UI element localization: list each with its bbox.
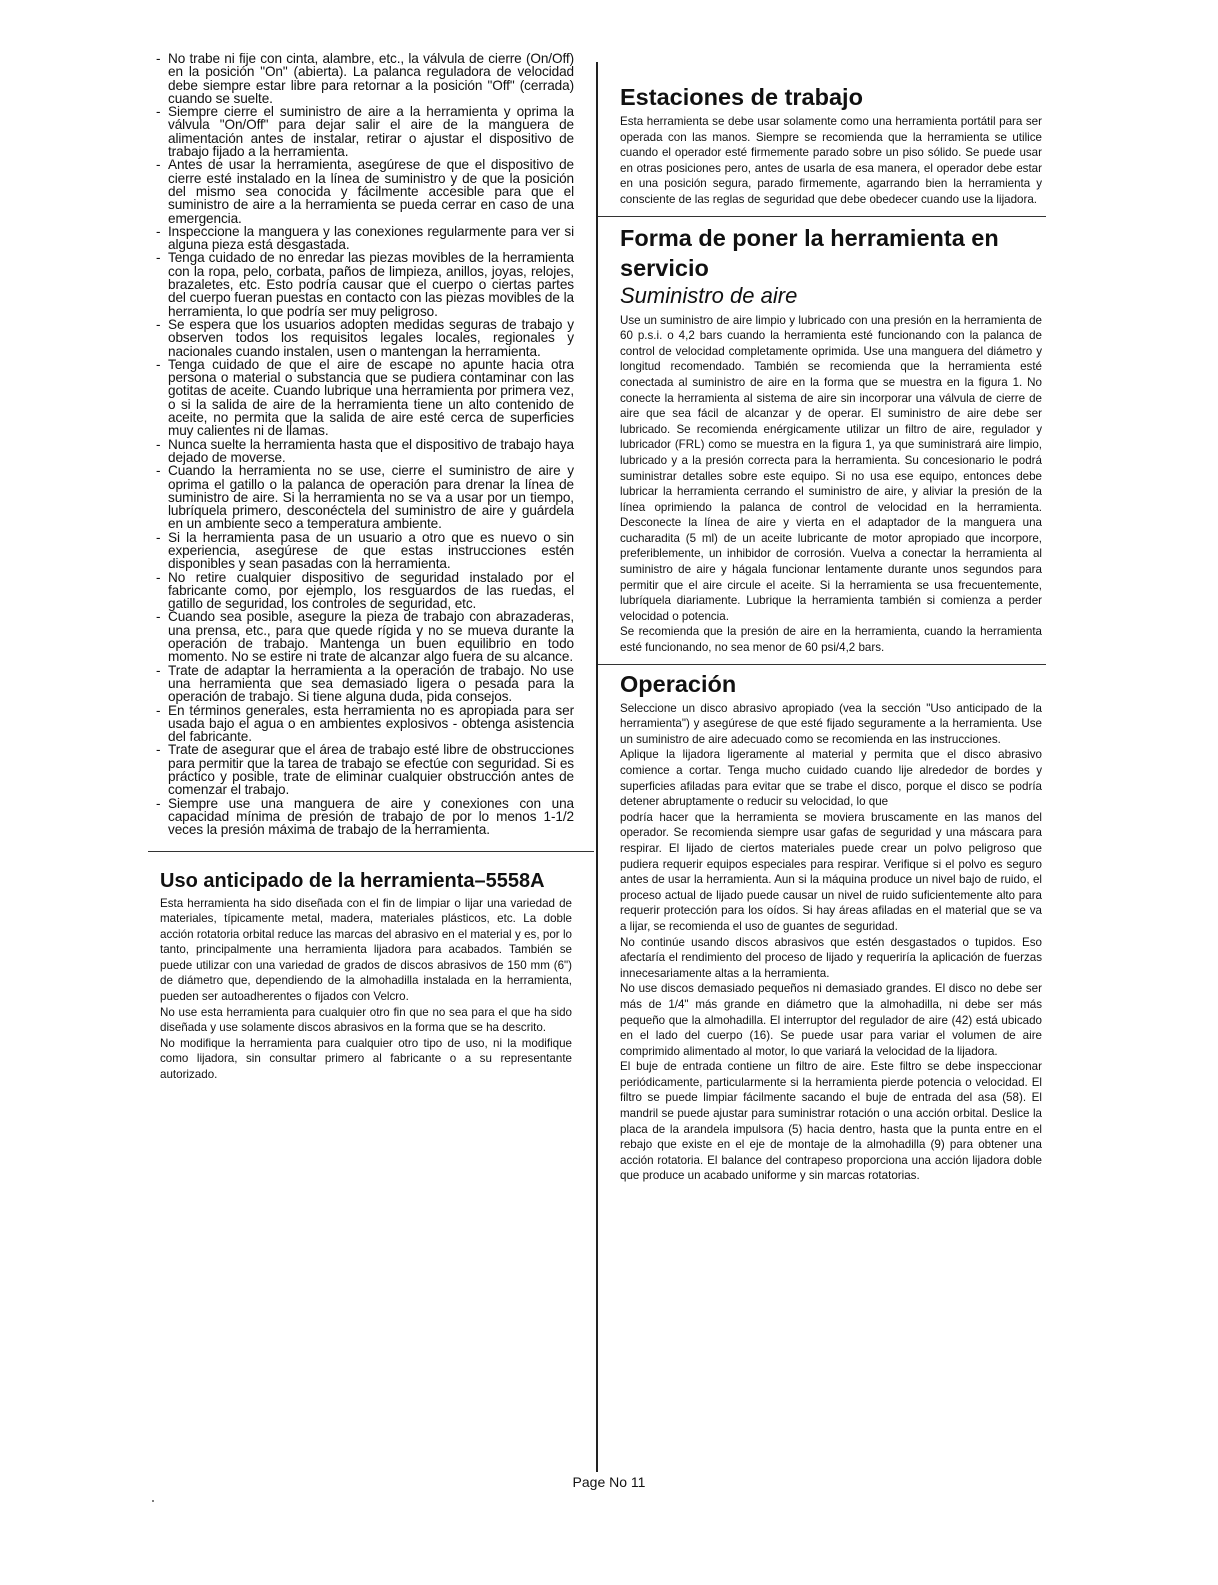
air-supply-paragraph: Use un suministro de aire limpio y lubricado con una presión en la herramienta de 60 p.s.i. o 4,2 bars cuando la herramienta esté funcionando con la palanca de control de velocidad completamente oprimida. Use una manguera del diámetro y longitud recomendado. También se recomienda que la herramienta esté conectada al suministro de aire en la forma que se muestra en la figura 1. No conecte la herramienta al sistema de aire sin incorporar una válvula de cierre de aire que sea fácil de alcanzar y de operar. El suministro de aire debe ser lubricado. Se recomienda enérgicamente utilizar un filtro de aire, regulador y lubricador (FRL) como se muestra en la figura 1, ya que suministrará aire limpio, lubricado y a la presión correcta para la herramienta. Su concesionario le podrá suministrar detalles sobre este equipo. Si no usa ese equipo, entonces debe lubricar la herramienta cerrando el suministro de aire, y aliviar la presión de la línea oprimiendo la palanca de control de velocidad en la herramienta. Desconecte la línea de aire y vierta en el adaptador de la manguera una cucharadita (5 ml) de un aceite lubricante de motor apropiado que incorpore, preferiblemente, un inhibidor de corrosión. Vuelva a conectar la herramienta al suministro de aire y hágala funcionar lentamente durante unos segundos para permitir que el aire circule el aceite. Si la herramienta se usa frecuentemente, lubríquela diariamente. Lubrique la herramienta también si comienza a perder velocidad o potencia. — [620, 313, 1042, 623]
operation-paragraph: El buje de entrada contiene un filtro de aire. Este filtro se debe inspeccionar periódicamente, particularmente si la herramienta pierde potencia o velocidad. El filtro se puede limpiar fácilmente sacando el buje de entrada del asa (58). El mandril se puede ajustar para suministrar rotación o una acción orbital. Deslice la placa de la arandela impulsora (5) hacia dentro, hasta que la punta entre en el rebajo que existe en el eje de montaje de la almohadilla (9) para obtener una acción rotatoria. El balance del contrapeso proporciona una acción lijadora doble que produce un acabado uniforme y sin marcas rotatorias. — [620, 1060, 1042, 1183]
safety-item: - Inspeccione la manguera y las conexiones regularmente para ver si alguna pieza está desgastada. — [150, 225, 574, 252]
safety-item: - Trate de adaptar la herramienta a la operación de trabajo. No use una herramienta que sea demasiado ligera o pesada para la operación de trabajo. Si tiene alguna duda, pida consejos. — [150, 664, 574, 704]
air-supply-subheading: Suministro de aire — [620, 282, 798, 308]
column-divider — [596, 62, 598, 1472]
air-supply-paragraph: Se recomienda que la presión de aire en la herramienta, cuando la herramienta esté funcionando, no sea menor de 60 psi/4,2 bars. — [620, 625, 1042, 655]
safety-item: - En términos generales, esta herramienta no es apropiada para ser usada bajo el agua o en ambientes explosivos - obtenga asistencia del fabricante. — [150, 704, 574, 744]
safety-item: - Se espera que los usuarios adopten medidas seguras de trabajo y observen todos los requisitos legales locales, regionales y nacionales cuando instalen, usen o mantengan la herramienta. — [150, 318, 574, 358]
intended-use-heading: Uso anticipado de la herramienta–5558A — [160, 869, 545, 892]
operation-paragraph: Aplique la lijadora ligeramente al material y permita que el disco abrasivo comience a cortar. Tenga mucho cuidado cuando lije alrededor de bordes y superficies afiladas para evitar que se trabe el disco, porque el disco se podría detener abruptamente o reducir su velocidad, lo que — [620, 748, 1042, 809]
putting-into-service-section — [620, 217, 1042, 656]
intended-use-paragraph: No use esta herramienta para cualquier otro fin que no sea para el que ha sido diseñada y use solamente discos abrasivos en la forma que se ha descrito. — [160, 1005, 572, 1035]
operation-heading: Operación — [620, 670, 737, 697]
service-heading-line1: Forma de poner la herramienta en — [620, 224, 999, 251]
right-column — [620, 82, 1042, 1184]
operation-paragraph: Seleccione un disco abrasivo apropiado (vea la sección "Uso anticipado de la herramienta") y asegúrese de que esté fijado seguramente a la herramienta. Use un suministro de aire adecuado como se recomienda en las instrucciones. — [620, 701, 1042, 746]
page-number: Page No 11 — [572, 1474, 646, 1490]
service-heading — [620, 223, 1042, 283]
operation-section — [620, 665, 1042, 1184]
safety-item: - Nunca suelte la herramienta hasta que el dispositivo de trabajo haya dejado de moverse. — [150, 438, 574, 465]
workstations-heading: Estaciones de trabajo — [620, 84, 863, 110]
safety-item: - Antes de usar la herramienta, asegúrese de que el dispositivo de cierre esté instalado en la línea de suministro y de que la posición del mismo sea conocida y fácilmente accesible para que el suministro de aire a la herramienta se pueda cerrar en caso de una emergencia. — [150, 158, 574, 224]
safety-item: - Trate de asegurar que el área de trabajo esté libre de obstrucciones para permitir que la tarea de trabajo se efectúe con seguridad. Si es práctico y posible, trate de eliminar cualquier obstrucción antes de comenzar el trabajo. — [150, 743, 574, 796]
service-heading-line2: servicio — [620, 254, 709, 281]
safety-item: - Cuando sea posible, asegure la pieza de trabajo con abrazaderas, una prensa, etc., para que quede rígida y no se mueva durante la operación de trabajo. Mantenga un buen equilibrio en todo momento. No se estire ni trate de alcanzar algo fuera de su alcance. — [150, 610, 574, 663]
safety-item: - Siempre cierre el suministro de aire a la herramienta y oprima la válvula "On/Off" para dejar salir el aire de la manguera de alimentación antes de instalar, retirar o ajustar el dispositivo de trabajo fijado a la herramienta. — [150, 105, 574, 158]
left-column — [150, 52, 574, 1083]
intended-use-section — [150, 852, 574, 1083]
intended-use-paragraph: No modifique la herramienta para cualquier otro tipo de uso, ni la modifique como lijadora, sin consultar primero al fabricante o a su representante autorizado. — [160, 1036, 572, 1082]
safety-rules-list — [150, 52, 574, 837]
safety-item: - Cuando la herramienta no se use, cierre el suministro de aire y oprima el gatillo o la palanca de operación para drenar la línea de suministro de aire. Si la herramienta no se va a usar por un tiempo, lubríquela primero, desconéctela del suministro de aire y guárdela en un ambiente seco a temperatura ambiente. — [150, 464, 574, 530]
safety-item: - Si la herramienta pasa de un usuario a otro que es nuevo o sin experiencia, asegúrese de que estas instrucciones estén disponibles y sean pasadas con la herramienta. — [150, 531, 574, 571]
safety-item: - Siempre use una manguera de aire y conexiones con una capacidad mínima de presión de trabajo de por lo menos 1-1/2 veces la presión máxima de trabajo de la herramienta. — [150, 797, 574, 837]
safety-item: - No trabe ni fije con cinta, alambre, etc., la válvula de cierre (On/Off) en la posición "On" (abierta). La palanca reguladora de velocidad debe siempre estar libre para retornar a la posición "Off" (cerrada) cuando se suelte. — [150, 52, 574, 105]
operation-paragraph: podría hacer que la herramienta se moviera bruscamente en las manos del operador. Se recomienda siempre usar gafas de seguridad y una máscara para respirar. El lijado de ciertos materiales puede crear un polvo peligroso que pudiera requerir equipos especiales para respirar. Verifique si el polvo es seguro antes de usar la herramienta. Aun si la máquina produce un nivel bajo de ruido, el proceso actual de lijado puede causar un nivel de ruido suficientemente alto para requerir protección para los oídos. Si hay áreas afiladas en el material que se va a lijar, se recomienda el uso de guantes de seguridad. — [620, 810, 1042, 933]
safety-item: - Tenga cuidado de que el aire de escape no apunte hacia otra persona o material o substancia que se pudiera contaminar con las gotitas de aceite. Cuando lubrique una herramienta por primera vez, o si la salida de aire de la herramienta tiene un alto contenido de aceite, no permita que la salida de aire esté cerca de superficies muy calientes ni de llamas. — [150, 358, 574, 438]
safety-item: - Tenga cuidado de no enredar las piezas movibles de la herramienta con la ropa, pelo, corbata, paños de limpieza, anillos, joyas, relojes, brazaletes, etc. Esto podría causar que el cuerpo o ciertas partes del cuerpo fueran puestas en contacto con las piezas movibles de la herramienta, lo que podría ser muy peligroso. — [150, 251, 574, 317]
workstations-paragraph: Esta herramienta se debe usar solamente como una herramienta portátil para ser operada con las manos. Siempre se recomienda que la herramienta se utilice cuando el operador esté firmemente parado sobre un piso sólido. Se puede usar en otras posiciones pero, antes de usarla de esa manera, el operador debe estar en una posición segura, parado firmemente, agarrando bien la herramienta y consciente de las reglas de seguridad que debe obedecer cuando use la lijadora. — [620, 115, 1042, 206]
operation-paragraph: No continúe usando discos abrasivos que estén desgastados o tupidos. Eso afectaría el rendimiento del proceso de lijado y requeriría la aplicación de fuerzas innecesariamente altas a la herramienta. — [620, 935, 1042, 980]
workstations-section — [620, 82, 1042, 208]
operation-paragraph: No use discos demasiado pequeños ni demasiado grandes. El disco no debe ser más de 1/4" más grande en diámetro que la almohadilla, ni debe ser más pequeño que la almohadilla. El interruptor del regulador de aire (42) está ubicado en el lado del cuerpo (16). Se puede usar para variar el volumen de aire comprimido alimentado al motor, lo que variará la velocidad de la lijadora. — [620, 982, 1042, 1058]
scan-speck — [152, 1500, 154, 1502]
safety-item: - No retire cualquier dispositivo de seguridad instalado por el fabricante como, por ejemplo, los resguardos de las ruedas, el gatillo de seguridad, los controles de seguridad, etc. — [150, 571, 574, 611]
intended-use-paragraph: Esta herramienta ha sido diseñada con el fin de limpiar o lijar una variedad de materiales, típicamente metal, madera, materiales plásticos, etc. La doble acción rotatoria orbital reduce las marcas del abrasivo en el material y es, por lo tanto, principalmente una herramienta lijadora para acabados. También se puede utilizar con una variedad de grados de discos abrasivos de 150 mm (6") de diámetro que, dependiendo de la almohadilla instalada en la herramienta, pueden ser autoadherentes o fijados con Velcro. — [160, 896, 572, 1004]
